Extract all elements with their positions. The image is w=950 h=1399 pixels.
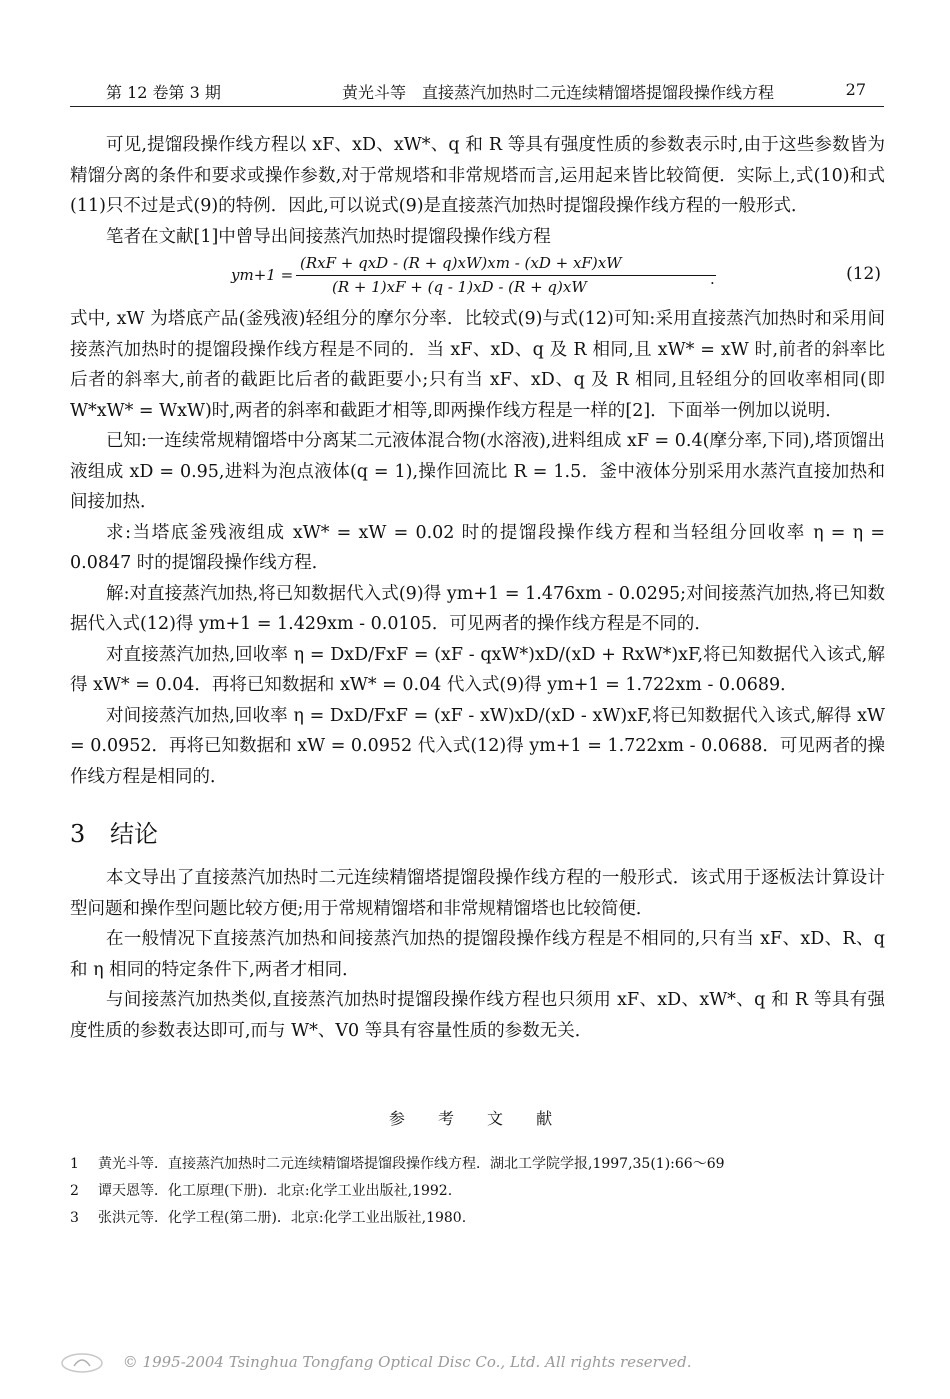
equation-lhs: ym+1 = — [231, 266, 294, 284]
conclusion-paragraph: 本文导出了直接蒸汽加热时二元连续精馏塔提馏段操作线方程的一般形式．该式用于逐板法计算设计型问题和操作型问题比较方便;用于常规精馏塔和非常规精馏塔也比较简便． — [70, 868, 885, 919]
equation-denominator: (R + 1)xF + (q - 1)xD - (R + q)xW — [332, 278, 587, 296]
fraction-bar — [296, 275, 716, 276]
equation-numerator: (RxF + qxD - (R + q)xW)xm - (xD + xF)xW — [300, 254, 622, 272]
page-number: 27 — [845, 80, 866, 99]
section-number: 3 — [70, 820, 86, 848]
conclusion-paragraph: 在一般情况下直接蒸汽加热和间接蒸汽加热的提馏段操作线方程是不相同的,只有当 xF、xD、R、q 和 η 相同的特定条件下,两者才相同． — [70, 929, 885, 980]
copyright-footer — [60, 1352, 692, 1374]
article-body — [70, 130, 885, 1232]
issue-label: 第 12 卷第 3 期 — [106, 83, 221, 102]
reference-item: 2 谭天恩等．化工原理(下册)．北京:化学工业出版社,1992. — [70, 1183, 453, 1199]
equation-period: . — [710, 270, 715, 288]
paragraph: 笔者在文献[1]中曾导出间接蒸汽加热时提馏段操作线方程 — [106, 226, 551, 247]
conclusion-paragraph: 与间接蒸汽加热类似,直接蒸汽加热时提馏段操作线方程也只须用 xF、xD、xW*、q 和 R 等具有强度性质的参数表达即可,而与 W*、V0 等具有容量性质的参数无关． — [70, 990, 885, 1041]
equation-number: (12) — [846, 264, 881, 284]
paragraph: 对间接蒸汽加热,回收率 η = DxD/FxF = (xF - xW)xD/(xD - xW)xF,将已知数据代入该式,解得 xW = 0.0952．再将已知数据和 xW = 0.0952 代入式(12)得 ym+1 = 1.722xm - 0.0688．可见两者的操作线方程是相同的． — [70, 705, 885, 787]
copyright-text: © 1995-2004 Tsinghua Tongfang Optical Disc Co., Ltd. All rights reserved. — [122, 1353, 692, 1371]
section-title: 结论 — [110, 820, 158, 848]
paragraph: 解:对直接蒸汽加热,将已知数据代入式(9)得 ym+1 = 1.476xm - 0.0295;对间接蒸汽加热,将已知数据代入式(12)得 ym+1 = 1.429xm - 0.0105．可见两者的操作线方程是不同的． — [70, 583, 885, 634]
paragraph: 求:当塔底釜残液组成 xW* = xW = 0.02 时的提馏段操作线方程和当轻组分回收率 η = η = 0.0847 时的提馏段操作线方程． — [70, 522, 885, 573]
header-title: 黄光斗等 直接蒸汽加热时二元连续精馏塔提馏段操作线方程 — [342, 83, 775, 102]
paragraph: 式中, xW 为塔底产品(釜残液)轻组分的摩尔分率．比较式(9)与式(12)可知:采用直接蒸汽加热时和采用间接蒸汽加热时的提馏段操作线方程是不同的．当 xF、xD、q 及 R 相同,且 xW* = xW 时,前者的斜率比后者的斜率大,前者的截距比后者的截距要小;只有当 xF、xD、q 及 R 相同,且轻组分的回收率相同(即 W*xW* = WxW)时,两者的斜率和截距才相等,即两操作线方程是一样的[2]．下面举一例加以说明． — [70, 309, 885, 421]
references-title: 参 考 文 献 — [388, 1109, 567, 1128]
paragraph: 已知:一连续常规精馏塔中分离某二元液体混合物(水溶液),进料组成 xF = 0.4(摩分率,下同),塔顶馏出液组成 xD = 0.95,进料为泡点液体(q = 1),操作回流比 R = 1.5．釜中液体分别采用水蒸汽直接加热和间接加热． — [70, 431, 885, 512]
publisher-logo-icon — [60, 1352, 104, 1374]
reference-item: 3 张洪元等．化学工程(第二册)．北京:化学工业出版社,1980. — [70, 1210, 467, 1226]
paragraph: 对直接蒸汽加热,回收率 η = DxD/FxF = (xF - qxW*)xD/(xD + RxW*)xF,将已知数据代入该式,解得 xW* = 0.04．再将已知数据和 xW* = 0.04 代入式(9)得 ym+1 = 1.722xm - 0.0689． — [70, 644, 885, 695]
section-heading — [70, 814, 885, 849]
running-header — [70, 80, 884, 107]
reference-item: 1 黄光斗等．直接蒸汽加热时二元连续精馏塔提馏段操作线方程．湖北工学院学报,1997,35(1):66～69 — [70, 1156, 725, 1172]
equation-12 — [70, 254, 885, 300]
paragraph: 可见,提馏段操作线方程以 xF、xD、xW*、q 和 R 等具有强度性质的参数表示时,由于这些参数皆为精馏分离的条件和要求或操作参数,对于常规塔和非常规塔而言,运用起来皆比较简便．实际上,式(10)和式(11)只不过是式(9)的特例．因此,可以说式(9)是直接蒸汽加热时提馏段操作线方程的一般形式． — [70, 135, 885, 216]
